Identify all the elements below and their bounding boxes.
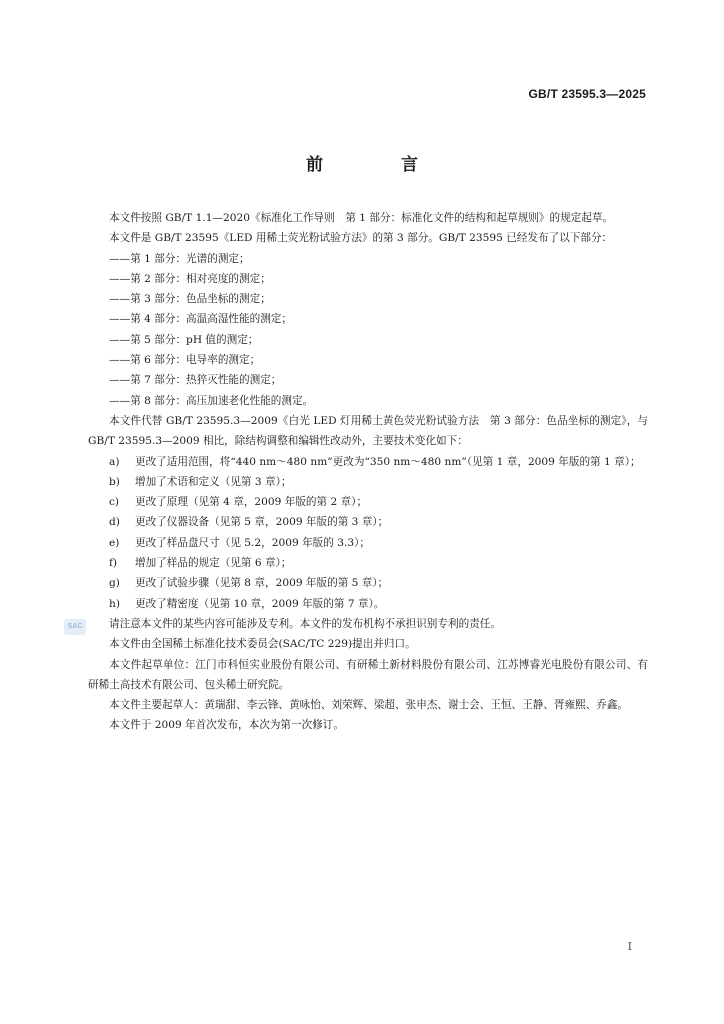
change-text: 更改了试验步骤（见第 8 章，2009 年版的第 5 章）； [135,577,389,590]
change-list-item [88,594,648,614]
change-label: a) [109,455,120,468]
change-label: g) [109,577,120,590]
paragraph-series-intro: 本文件是 GB/T 23595《LED 用稀土荧光粉试验方法》的第 3 部分。GB/T 23595 已经发布了以下部分： [109,232,613,245]
change-label: d) [109,516,120,529]
paragraph-drafting-rules: 本文件按照 GB/T 1.1—2020《标准化工作导则 第 1 部分：标准化文件的结构和起草规则》的规定起草。 [109,212,614,224]
change-text: 更改了样品盘尺寸（见 5.2，2009 年版的 3.3）； [135,536,370,549]
change-text: 更改了精密度（见第 10 章，2009 年版的第 7 章）。 [135,597,385,610]
page-number: I [627,940,632,953]
paragraph-history: 本文件于 2009 年首次发布，本次为第一次修订。 [109,719,344,732]
change-list-item [88,492,648,512]
sac-watermark-logo: SAC [64,619,86,635]
part-list-item: ——第 6 部分：电导率的测定； [109,354,261,367]
standard-number: GB/T 23595.3—2025 [528,87,646,101]
change-label: f) [109,557,118,570]
change-label: b) [109,475,120,488]
part-list-item: ——第 7 部分：热猝灭性能的测定； [109,374,282,387]
paragraph-drafters: 本文件主要起草人：黄瑞甜、李云锋、黄咏怡、刘荣辉、梁超、张申杰、谢士会、王恒、王静、胥雍熙、乔鑫。 [109,699,629,712]
change-list-item [88,452,648,472]
change-label: c) [109,496,120,509]
change-list-item [88,553,648,573]
paragraph-patent-notice: 请注意本文件的某些内容可能涉及专利。本文件的发布机构不承担识别专利的责任。 [109,617,501,630]
paragraph-replacement: 本文件代替 GB/T 23595.3—2009《白光 LED 灯用稀土黄色荧光粉试验方法 第 3 部分：色品坐标的测定》，与 GB/T 23595.3—2009 相比，除结构调整和编辑性改动外，主要技术变化如下： [88,414,648,448]
change-text: 更改了原理（见第 4 章，2009 年版的第 2 章）； [135,496,368,509]
change-list-item [88,573,648,593]
change-list-item [88,533,648,553]
part-list-item: ——第 2 部分：相对亮度的测定； [109,272,271,285]
part-list-item: ——第 5 部分：pH 值的测定； [109,333,259,346]
change-label: h) [109,597,120,610]
change-text: 更改了适用范围，将“440 nm～480 nm”更改为“350 nm～480 nm”（见第 1 章，2009 年版的第 1 章）； [135,455,641,468]
change-text: 增加了术语和定义（见第 3 章）； [135,475,292,488]
change-text: 更改了仪器设备（见第 5 章，2009 年版的第 3 章）； [135,516,389,529]
paragraph-committee: 本文件由全国稀土标准化技术委员会(SAC/TC 229)提出并归口。 [109,638,416,651]
change-text: 增加了样品的规定（见第 6 章）； [135,557,292,570]
foreword-body [88,208,648,736]
part-list-item: ——第 8 部分：高压加速老化性能的测定。 [109,394,314,407]
change-label: e) [109,536,120,549]
change-list-item [88,512,648,532]
paragraph-drafting-units: 本文件起草单位：江门市科恒实业股份有限公司、有研稀土新材料股份有限公司、江苏博睿光电股份有限公司、有研稀土高技术有限公司、包头稀土研究院。 [88,658,648,691]
part-list-item: ——第 4 部分：高温高湿性能的测定； [109,313,292,326]
part-list-item: ——第 3 部分：色品坐标的测定； [109,293,271,306]
part-list-item: ——第 1 部分：光谱的测定； [109,252,250,265]
change-list-item [88,472,648,492]
page-title: 前 言 [306,155,454,175]
